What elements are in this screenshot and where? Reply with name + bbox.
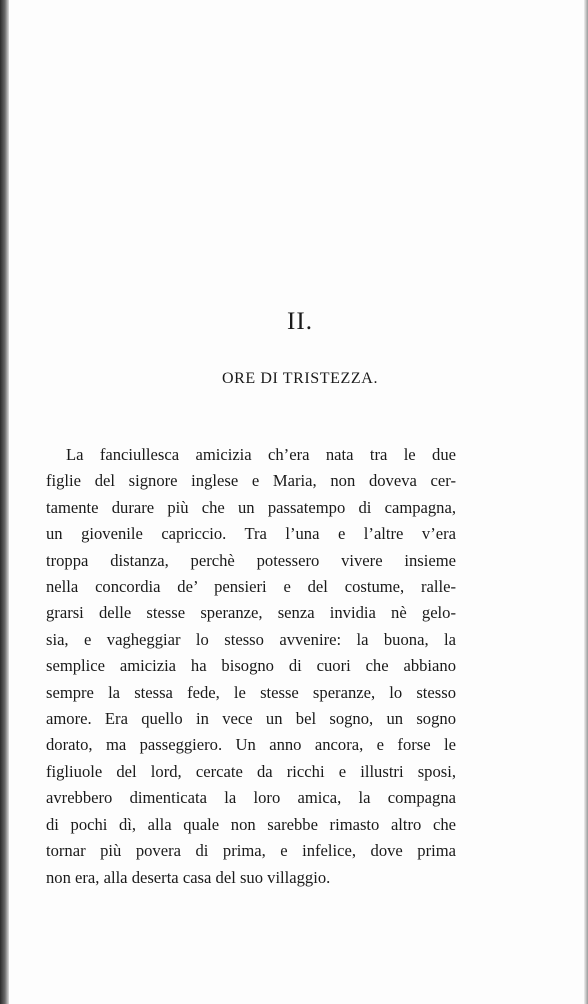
body-paragraph: [46, 442, 456, 891]
text-line: un giovenile capriccio. Tra l’una e l’altre v’era: [46, 524, 456, 544]
text-line: di pochi dì, alla quale non sarebbe rimasto altro che: [46, 814, 456, 834]
page-binding-shadow: [0, 0, 9, 1004]
text-line: sempre la stessa fede, le stesse speranze, lo stesso: [46, 682, 456, 702]
text-line: troppa distanza, perchè potessero vivere insieme: [46, 550, 456, 570]
text-line: figliuole del lord, cercate da ricchi e illustri sposi,: [46, 761, 456, 781]
text-line: tamente durare più che un passatempo di campagna,: [46, 497, 456, 517]
text-line: grarsi delle stesse speranze, senza invidia nè gelo-: [46, 603, 456, 623]
chapter-number: II.: [287, 308, 313, 335]
text-line: non era, alla deserta casa del suo villaggio.: [46, 867, 331, 887]
text-line: nella concordia de’ pensieri e del costume, ralle-: [46, 577, 456, 597]
text-line: La fanciullesca amicizia ch’era nata tra le due: [66, 445, 456, 464]
text-line: dorato, ma passeggiero. Un anno ancora, e forse le: [46, 735, 456, 755]
text-line: avrebbero dimenticata la loro amica, la compagna: [46, 788, 456, 808]
text-line: semplice amicizia ha bisogno di cuori che abbiano: [46, 656, 456, 676]
text-line: sia, e vagheggiar lo stesso avvenire: la buona, la: [46, 629, 456, 649]
text-line: tornar più povera di prima, e infelice, dove prima: [46, 841, 456, 861]
page-edge-shadow: [584, 0, 588, 1004]
chapter-title: ORE DI TRISTEZZA.: [221, 370, 379, 387]
text-line: amore. Era quello in vece un bel sogno, un sogno: [46, 709, 456, 729]
text-line: figlie del signore inglese e Maria, non doveva cer-: [46, 471, 456, 491]
